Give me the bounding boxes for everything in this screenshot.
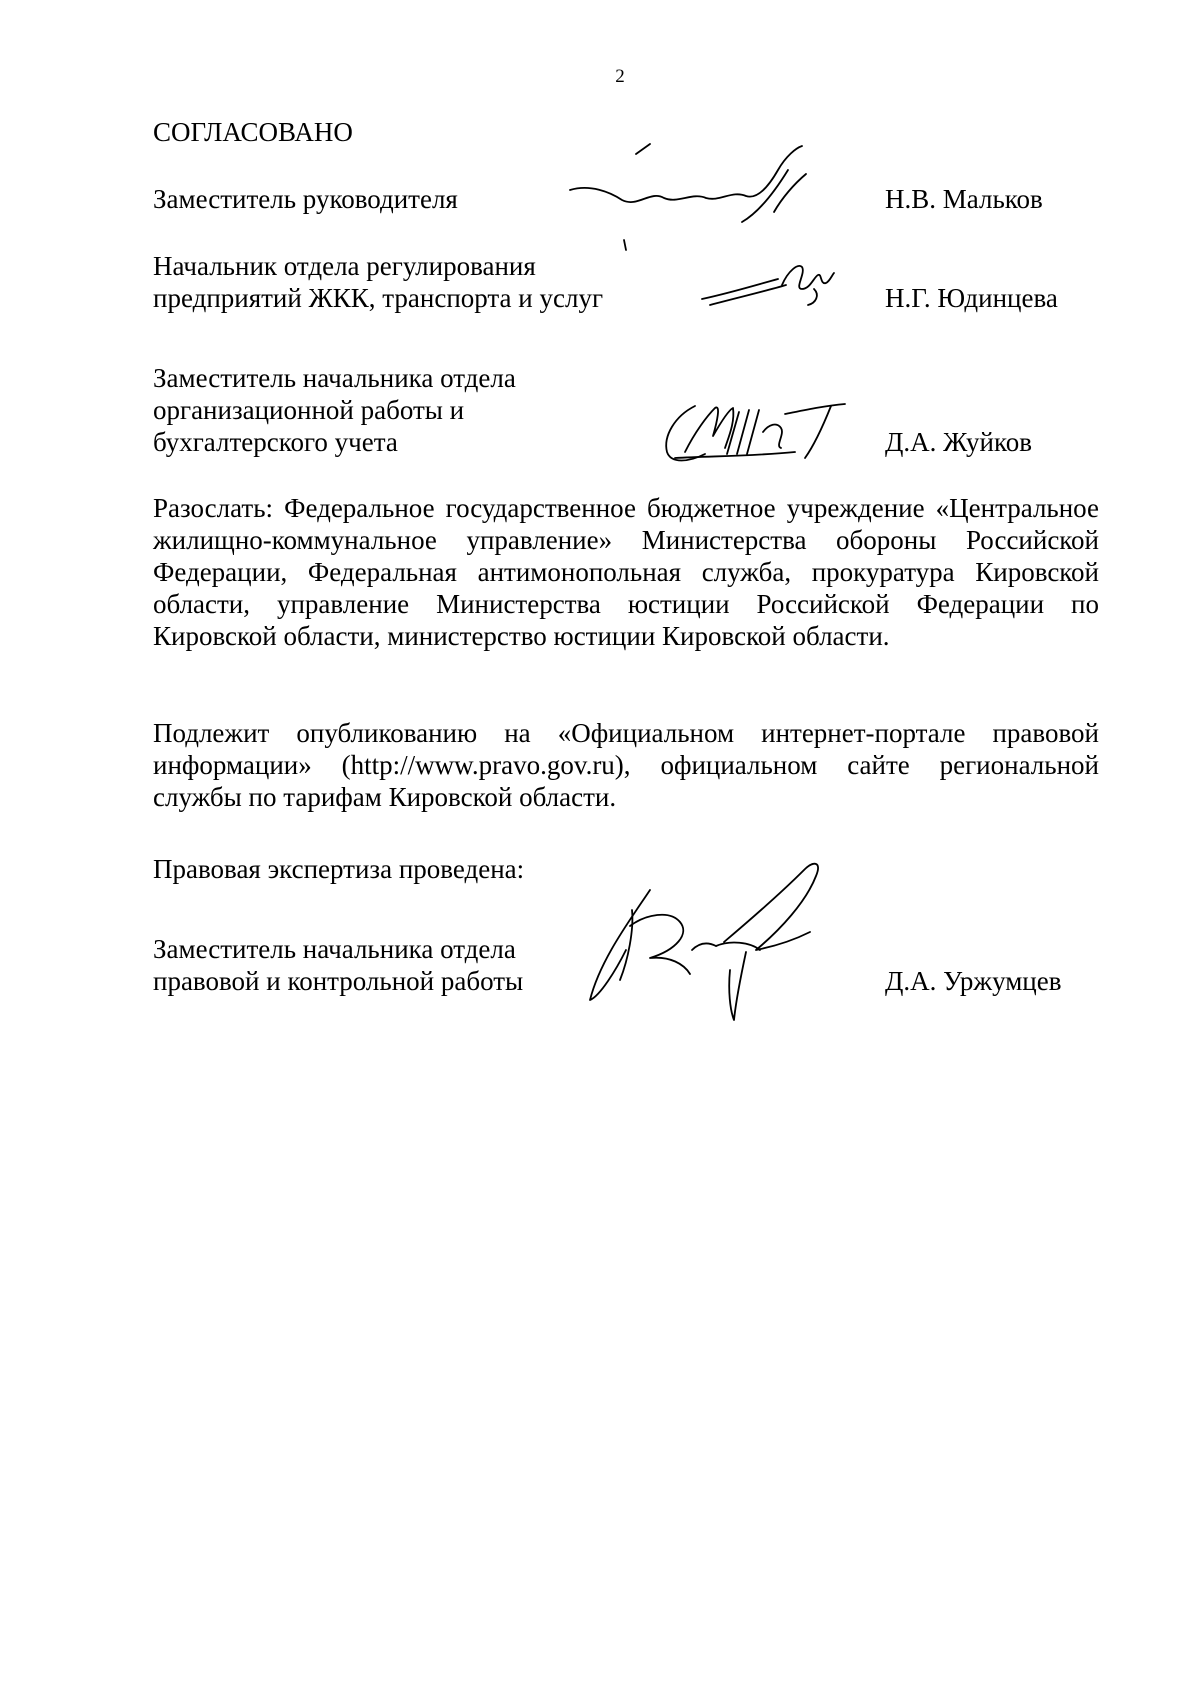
signature-zhuikov — [655, 392, 875, 472]
signatory-3-title-line-1: Заместитель начальника отдела — [153, 363, 516, 393]
signature-yudintseva — [690, 255, 840, 315]
signature-urzhumtsev — [580, 850, 880, 1025]
page-number: 2 — [615, 66, 625, 87]
legal-review-title-line-2: правовой и контрольной работы — [153, 966, 524, 996]
signatory-1-name: Н.В. Мальков — [885, 184, 1043, 214]
legal-review-title-line-1: Заместитель начальника отдела — [153, 934, 516, 964]
signatory-2-name: Н.Г. Юдинцева — [885, 283, 1058, 313]
signatory-2-title-line-1: Начальник отдела регулирования — [153, 251, 536, 281]
legal-review-name: Д.А. Уржумцев — [885, 966, 1062, 996]
signatory-3-title-line-3: бухгалтерского учета — [153, 427, 398, 457]
legal-review-heading: Правовая экспертиза проведена: — [153, 854, 525, 884]
signatory-2-title-line-2: предприятий ЖКК, транспорта и услуг — [153, 283, 604, 313]
signatory-3-title-line-2: организационной работы и — [153, 395, 465, 425]
approval-heading: СОГЛАСОВАНО — [153, 117, 353, 147]
signatory-3-name: Д.А. Жуйков — [885, 427, 1032, 457]
distribution-paragraph: Разослать: Федеральное государственное бюджетное учреждение «Центральное жилищно-коммунальное управление» Министерства обороны Российской Федерации, Федеральная антимонопольная служба, прокуратура Кировской области, управление Министерства юстиции Российской Федерации по Кировской области, министерство юстиции Кировской области. — [153, 493, 1099, 651]
signature-malkov — [560, 140, 840, 260]
publication-paragraph: Подлежит опубликованию на «Официальном интернет-портале правовой информации» (http://www.pravo.gov.ru), официальном сайте региональной службы по тарифам Кировской области. — [153, 718, 1099, 812]
signatory-1-title-line-1: Заместитель руководителя — [153, 184, 458, 214]
